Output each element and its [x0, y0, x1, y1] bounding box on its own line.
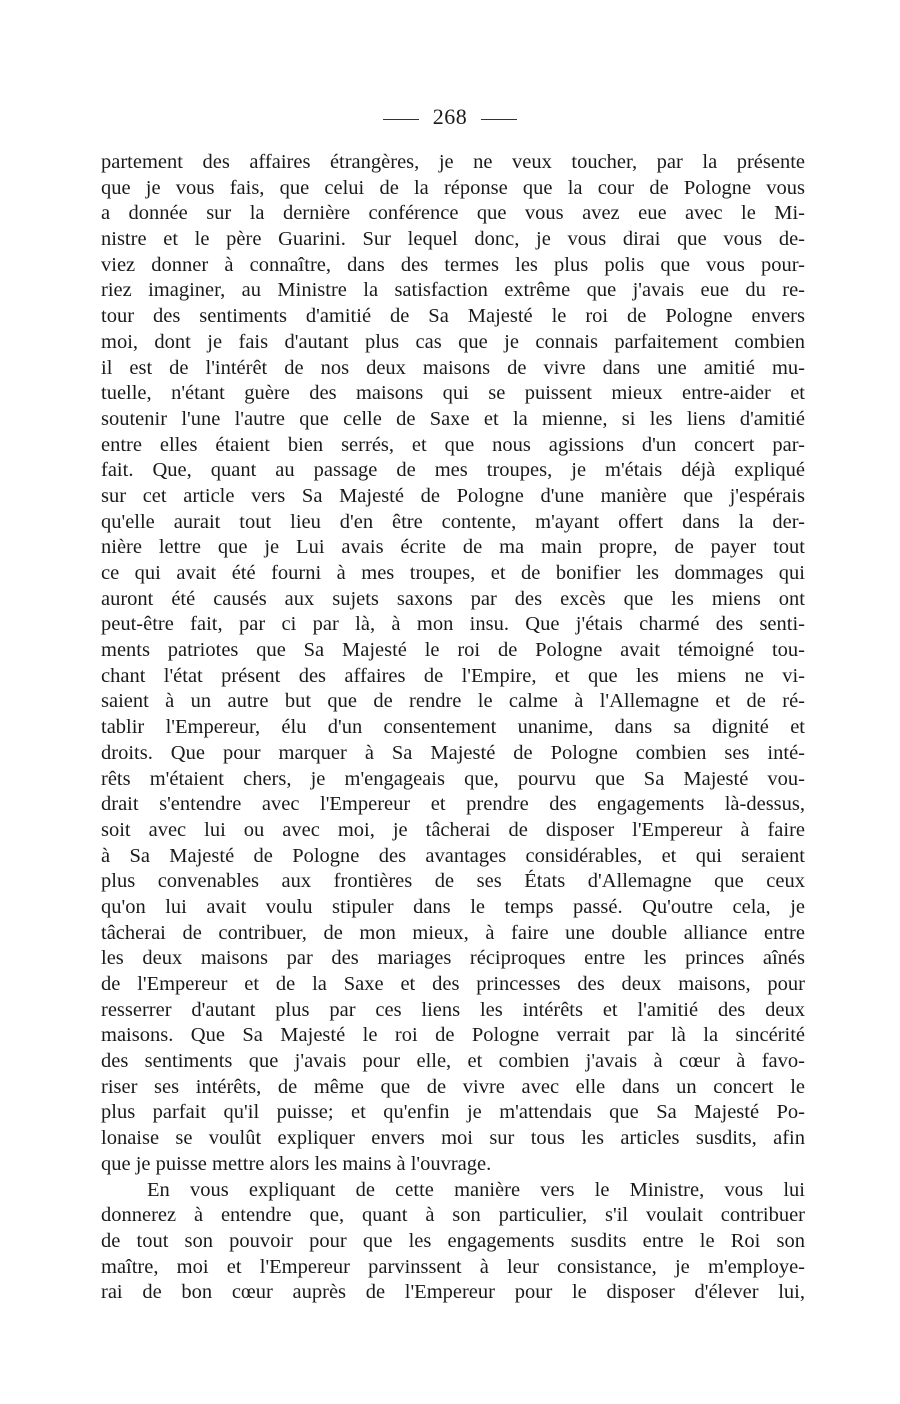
text-line: resserrer d'autant plus par ces liens les intérêts et l'amitié des deux: [101, 998, 805, 1021]
text-line: à Sa Majesté de Pologne des avantages considérables, et qui seraient: [101, 844, 805, 867]
text-line: droits. Que pour marquer à Sa Majesté de Pologne combien ses inté-: [101, 741, 805, 764]
text-line: En vous expliquant de cette manière vers le Ministre, vous lui: [147, 1178, 805, 1201]
text-line: viez donner à connaître, dans des termes les plus polis que vous pour-: [101, 253, 805, 276]
text-line: nière lettre que je Lui avais écrite de ma main propre, de payer tout: [101, 536, 805, 559]
text-line: maisons. Que Sa Majesté le roi de Pologne verrait par là la sincérité: [101, 1024, 805, 1047]
text-line: les deux maisons par des mariages réciproques entre les princes aînés: [101, 947, 805, 970]
text-line: riez imaginer, au Ministre la satisfaction extrême que j'avais eue du re-: [101, 279, 805, 302]
text-line: partement des affaires étrangères, je ne veux toucher, par la présente: [101, 151, 805, 173]
text-line: de tout son pouvoir pour que les engagements susdits entre le Roi son: [101, 1229, 805, 1252]
text-line: tâcherai de contribuer, de mon mieux, à faire une double alliance entre: [101, 921, 805, 944]
page-number: 268: [432, 104, 468, 129]
body-text: [101, 150, 805, 1306]
text-line: des sentiments que j'avais pour elle, et combien j'avais à cœur à favo-: [101, 1050, 805, 1073]
text-line: rai de bon cœur auprès de l'Empereur pour le disposer d'élever lui,: [101, 1281, 805, 1304]
text-line: moi, dont je fais d'autant plus cas que je connais parfaitement combien: [101, 330, 805, 353]
text-line: sur cet article vers Sa Majesté de Pologne d'une manière que j'espérais: [101, 484, 805, 507]
text-line: lonaise se voulût expliquer envers moi sur tous les articles susdits, afin: [101, 1127, 805, 1150]
text-line: maître, moi et l'Empereur parvinssent à leur consistance, je m'employe-: [101, 1255, 805, 1278]
text-line: tablir l'Empereur, élu d'un consentement unanime, dans sa dignité et: [101, 716, 805, 739]
text-line: il est de l'intérêt de nos deux maisons de vivre dans une amitié mu-: [101, 356, 805, 379]
text-line: drait s'entendre avec l'Empereur et prendre des engagements là-dessus,: [101, 793, 805, 816]
header-dash-right: [481, 119, 517, 120]
header-dash-left: [383, 119, 419, 120]
text-line: plus parfait qu'il puisse; et qu'enfin je m'attendais que Sa Majesté Po-: [101, 1101, 805, 1124]
text-line: ce qui avait été fourni à mes troupes, et de bonifier les dommages qui: [101, 562, 805, 584]
text-line: de l'Empereur et de la Saxe et des princesses des deux maisons, pour: [101, 973, 805, 995]
text-line: rêts m'étaient chers, je m'engageais que, pourvu que Sa Majesté vou-: [101, 767, 805, 790]
text-line: plus convenables aux frontières de ses États d'Allemagne que ceux: [101, 870, 805, 893]
text-line: tuelle, n'étant guère des maisons qui se puissent mieux entre-aider et: [101, 382, 805, 405]
text-line: saient à un autre but que de rendre le calme à l'Allemagne et de ré-: [101, 690, 805, 713]
text-line: fait. Que, quant au passage de mes troupes, je m'étais déjà expliqué: [101, 459, 805, 482]
text-line: qu'on lui avait voulu stipuler dans le temps passé. Qu'outre cela, je: [101, 895, 805, 918]
text-line: a donnée sur la dernière conférence que vous avez eue avec le Mi-: [101, 202, 805, 225]
text-line: soutenir l'une l'autre que celle de Saxe et la mienne, si les liens d'amitié: [101, 407, 805, 430]
text-line: ments patriotes que Sa Majesté le roi de Pologne avait témoigné tou-: [101, 639, 805, 662]
text-line: que je vous fais, que celui de la réponse que la cour de Pologne vous: [101, 176, 805, 199]
text-line: riser ses intérêts, de même que de vivre avec elle dans un concert le: [101, 1075, 805, 1098]
text-line: auront été causés aux sujets saxons par des excès que les miens ont: [101, 587, 805, 610]
text-line: nistre et le père Guarini. Sur lequel donc, je vous dirai que vous de-: [101, 228, 805, 251]
text-line: qu'elle aurait tout lieu d'en être contente, m'ayant offert dans la der-: [101, 510, 805, 533]
text-line: tour des sentiments d'amitié de Sa Majesté le roi de Pologne envers: [101, 305, 805, 328]
text-line: chant l'état présent des affaires de l'Empire, et que les miens ne vi-: [101, 664, 805, 687]
page-header: [0, 102, 900, 132]
text-line: donnerez à entendre que, quant à son particulier, s'il voulait contribuer: [101, 1204, 805, 1227]
text-line: que je puisse mettre alors les mains à l'ouvrage.: [101, 1152, 492, 1175]
text-line: peut-être fait, par ci par là, à mon insu. Que j'étais charmé des senti-: [101, 613, 805, 636]
text-line: soit avec lui ou avec moi, je tâcherai de disposer l'Empereur à faire: [101, 818, 805, 841]
text-line: entre elles étaient bien serrés, et que nous agissions d'un concert par-: [101, 433, 805, 456]
